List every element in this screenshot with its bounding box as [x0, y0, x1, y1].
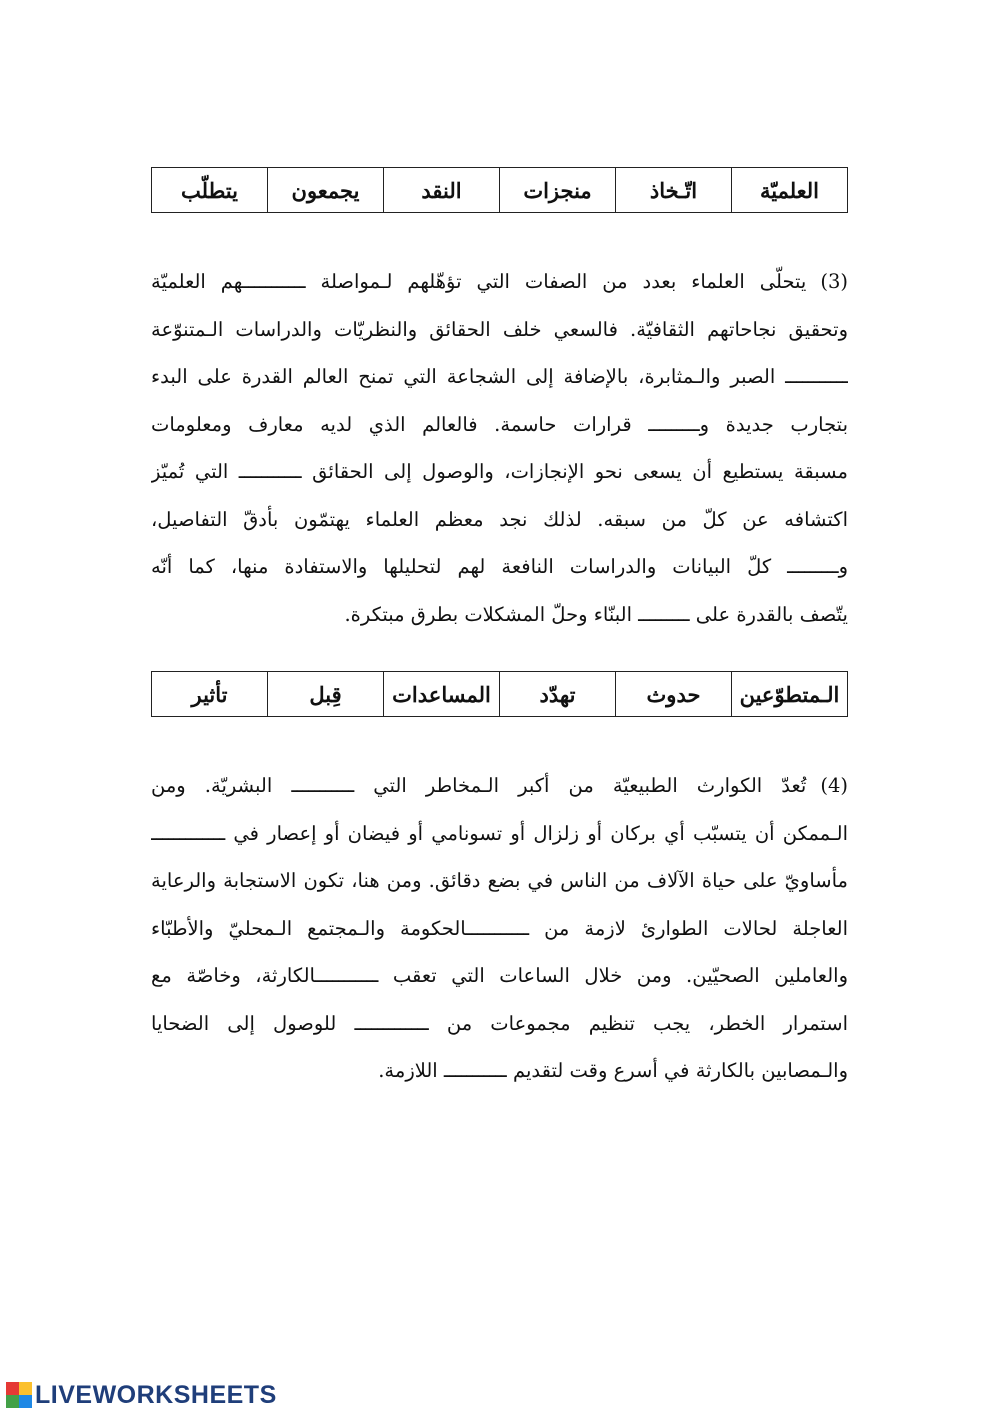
logo-square — [19, 1395, 32, 1408]
passage-line-text: تُعدّ الكوارث الطبيعيّة من أكبر الـمخاطر التي ـــــــــــ البشريّة. ومن — [151, 774, 807, 797]
passage-line: والـمصابين بالكارثة في أسرع وقت لتقديم ـــــــــــ اللازمة. — [378, 1059, 848, 1082]
logo-square — [6, 1382, 19, 1395]
word-bank-1-cell: يتطلّب — [152, 168, 268, 213]
question-number: (4) — [820, 774, 848, 797]
word-bank-1-cell: اتّـخاذ — [616, 168, 732, 213]
passage-line: وـــــــــ كلّ البيانات والدراسات النافعة لهم لتحليلها والاستفادة منها، كما أنّه — [151, 555, 848, 578]
liveworksheets-logo-icon — [6, 1382, 32, 1408]
passage-3 — [151, 258, 848, 638]
passage-line — [151, 258, 848, 306]
passage-line: وتحقيق نجاحاتهم الثقافيّة. فالسعي خلف الحقائق والنظريّات والدراسات الـمتنوّعة — [151, 317, 848, 341]
passage-line: يتّصف بالقدرة على ـــــــــ البنّاء وحلّ المشكلات بطرق مبتكرة. — [344, 602, 848, 626]
word-bank-2-cell: الـمتطوّعين — [732, 672, 848, 717]
passage-line: اكتشافه عن كلّ من سبقه. لذلك نجد معظم العلماء يهتمّون بأدقّ التفاصيل، — [151, 507, 848, 531]
passage-line: بتجارب جديدة وـــــــــ قرارات حاسمة. فالعالم الذي لديه معارف ومعلومات — [151, 412, 848, 436]
footer-logo[interactable] — [6, 1380, 277, 1410]
passage-line: الـممكن أن يتسبّب أي بركان أو زلزال أو تسونامي أو فيضان أو إعصار في ـــــــــــــ — [151, 821, 848, 845]
question-number: (3) — [820, 270, 848, 293]
passage-line: والعاملين الصحيّين. ومن خلال الساعات التي تعقب ـــــــــــالكارثة، وخاصّة مع — [151, 964, 848, 987]
passage-line-text: يتحلّى العلماء بعدد من الصفات التي تؤهّلهم لـمواصلة ـــــــــــهم العلميّة — [151, 270, 807, 293]
word-bank-2-cell: تأثير — [152, 672, 268, 717]
logo-square — [19, 1382, 32, 1395]
word-bank-1 — [151, 167, 848, 213]
passage-line — [151, 762, 848, 810]
word-bank-2-cell: حدوث — [616, 672, 732, 717]
logo-square — [6, 1395, 19, 1408]
passage-line: العاجلة لحالات الطوارئ لازمة من ـــــــــــالحكومة والـمجتمع الـمحليّ والأطبّاء — [151, 916, 848, 940]
word-bank-1-cell: منجزات — [500, 168, 616, 213]
word-bank-2-cell: تهدّد — [500, 672, 616, 717]
passage-line: استمرار الخطر، يجب تنظيم مجموعات من ـــــــــــــ للوصول إلى الضحايا — [151, 1011, 848, 1035]
passage-4 — [151, 762, 848, 1095]
passage-line: ـــــــــــ الصبر والـمثابرة، بالإضافة إلى الشجاعة التي تمنح العالم القدرة على البدء — [151, 365, 848, 388]
word-bank-1-cell: العلميّة — [732, 168, 848, 213]
word-bank-1-cell: النقد — [384, 168, 500, 213]
brand-name: LIVEWORKSHEETS — [35, 1380, 277, 1409]
word-bank-2-cell: المساعدات — [384, 672, 500, 717]
word-bank-2 — [151, 671, 848, 717]
word-bank-2-cell: قِبل — [268, 672, 384, 717]
passage-line: مسبقة يستطيع أن يسعى نحو الإنجازات، والوصول إلى الحقائق ـــــــــــ التي تُميّز — [151, 460, 848, 483]
word-bank-1-cell: يجمعون — [268, 168, 384, 213]
passage-line: مأساويّ على حياة الآلاف من الناس في بضع دقائق. ومن هنا، تكون الاستجابة والرعاية — [151, 869, 848, 892]
